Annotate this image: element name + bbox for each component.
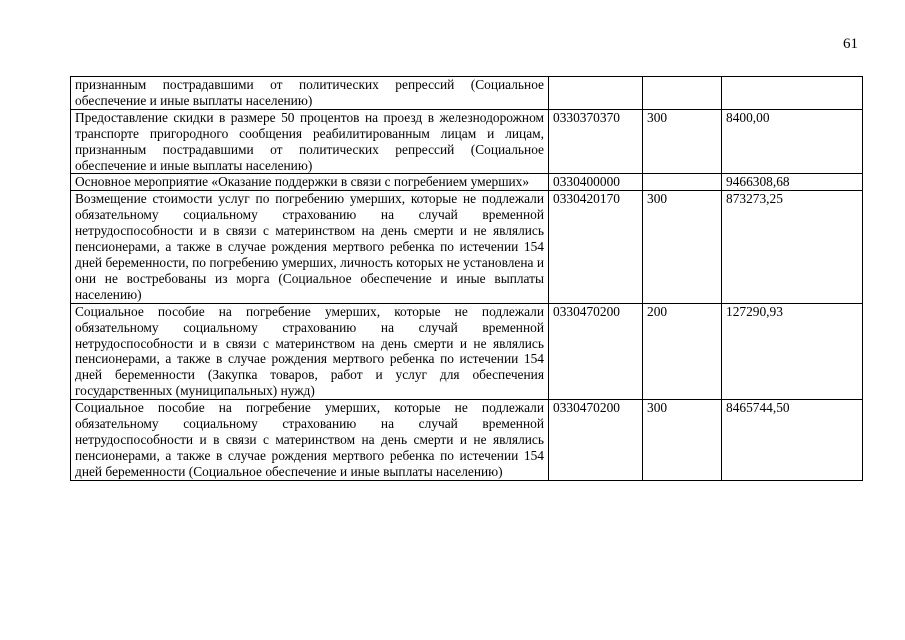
row-description: Предоставление скидки в размере 50 процентов на проезд в железнодорожном транспорте пригородного сообщения реабилитированным лицам и лицам, признанным пострадавшими от политических репрессий (Социальное обеспечение и иные выплаты населению) — [71, 109, 549, 174]
row-amount: 127290,93 — [722, 303, 863, 399]
row-code: 0330370370 — [549, 109, 643, 174]
row-amount: 873273,25 — [722, 191, 863, 303]
row-amount: 8465744,50 — [722, 400, 863, 481]
row-expense-kind: 200 — [643, 303, 722, 399]
row-description: Социальное пособие на погребение умерших, которые не подлежали обязательному социальному страхованию на случай временной нетрудоспособности и в связи с материнством на день смерти и не являлись пенсионерами, а также в случае рождения мертвого ребенка по истечении 154 дней беременности (Социальное обеспечение и иные выплаты населению) — [71, 400, 549, 481]
row-code: 0330470200 — [549, 303, 643, 399]
row-expense-kind: 300 — [643, 191, 722, 303]
table-row — [71, 303, 863, 399]
budget-table — [70, 76, 863, 481]
table-row — [71, 191, 863, 303]
row-code — [549, 77, 643, 110]
row-expense-kind: 300 — [643, 109, 722, 174]
row-description: Основное мероприятие «Оказание поддержки в связи с погребением умерших» — [71, 174, 549, 191]
table-row — [71, 77, 863, 110]
row-expense-kind — [643, 77, 722, 110]
row-amount — [722, 77, 863, 110]
row-description: Возмещение стоимости услуг по погребению умерших, которые не подлежали обязательному социальному страхованию на случай временной нетрудоспособности и в связи с материнством на день смерти и не являлись пенсионерами, а также в случае рождения мертвого ребенка по истечении 154 дней беременности, по погребению умерших, личность которых не установлена и они не востребованы из морга (Социальное обеспечение и иные выплаты населению) — [71, 191, 549, 303]
table-row — [71, 400, 863, 481]
row-expense-kind — [643, 174, 722, 191]
row-amount: 8400,00 — [722, 109, 863, 174]
table-row — [71, 109, 863, 174]
row-expense-kind: 300 — [643, 400, 722, 481]
row-code: 0330470200 — [549, 400, 643, 481]
table-row — [71, 174, 863, 191]
row-description: Социальное пособие на погребение умерших, которые не подлежали обязательному социальному страхованию на случай временной нетрудоспособности и в связи с материнством на день смерти и не являлись пенсионерами, а также в случае рождения мертвого ребенка по истечении 154 дней беременности (Закупка товаров, работ и услуг для обеспечения государственных (муниципальных) нужд) — [71, 303, 549, 399]
row-code: 0330400000 — [549, 174, 643, 191]
row-description: признанным пострадавшими от политических репрессий (Социальное обеспечение и иные выплаты населению) — [71, 77, 549, 110]
page-number: 61 — [843, 36, 858, 52]
row-amount: 9466308,68 — [722, 174, 863, 191]
row-code: 0330420170 — [549, 191, 643, 303]
